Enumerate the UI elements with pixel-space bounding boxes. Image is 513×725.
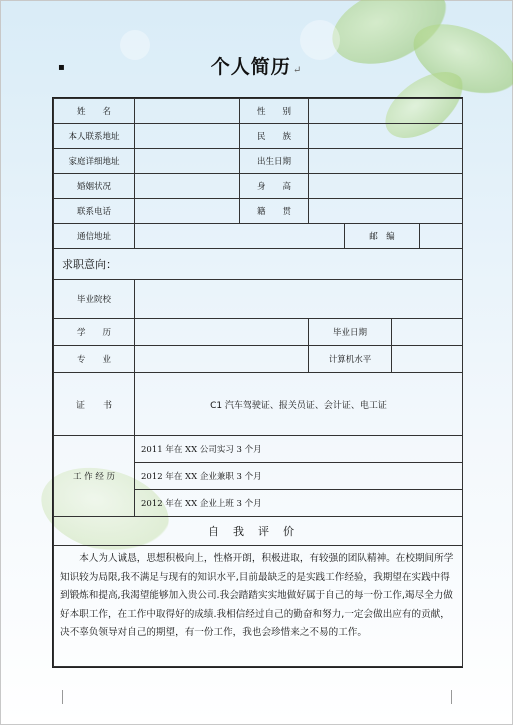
grad-date-label: 毕业日期 bbox=[309, 319, 392, 346]
name-value[interactable] bbox=[135, 99, 240, 124]
work-item[interactable]: 2011 年在 XX 公司实习 3 个月 bbox=[135, 436, 463, 463]
mail-address-value[interactable] bbox=[135, 224, 345, 249]
grad-date-value[interactable] bbox=[392, 319, 463, 346]
margin-marker bbox=[62, 690, 63, 704]
self-evaluation-body[interactable]: 本人为人诚恳，思想积极向上，性格开朗，积极进取，有较强的团队精神。在校期间所学知识较为局限,我不满足与现有的知识水平,目前最缺乏的是实践工作经验，我期望在实践中得到锻炼和提高,我渴望能够加入贵公司.我会踏踏实实地做好属于自己的每一份工作,竭尽全力做好本职工作，在工作中取得好的成绩.我相信经过自己的勤奋和努力,一定会做出应有的贡献，决不辜负领导对自己的期望，有一份工作，我也会珍惜来之不易的工作。 bbox=[54, 546, 463, 667]
ethnicity-value[interactable] bbox=[309, 124, 463, 149]
native-place-value[interactable] bbox=[309, 199, 463, 224]
mail-address-label: 通信地址 bbox=[54, 224, 135, 249]
height-value[interactable] bbox=[309, 174, 463, 199]
title-text: 个人简历 bbox=[210, 56, 291, 78]
ethnicity-label: 民 族 bbox=[240, 124, 309, 149]
work-item[interactable]: 2012 年在 XX 企业兼职 3 个月 bbox=[135, 463, 463, 490]
major-label: 专 业 bbox=[54, 346, 135, 373]
margin-marker bbox=[451, 690, 452, 704]
contact-address-label: 本人联系地址 bbox=[54, 124, 135, 149]
birth-date-label: 出生日期 bbox=[240, 149, 309, 174]
certificates-label: 证 书 bbox=[54, 373, 135, 436]
home-address-value[interactable] bbox=[135, 149, 240, 174]
computer-level-label: 计算机水平 bbox=[309, 346, 392, 373]
work-item[interactable]: 2012 年在 XX 企业上班 3 个月 bbox=[135, 490, 463, 517]
major-value[interactable] bbox=[135, 346, 309, 373]
self-evaluation-heading: 自我评价 bbox=[54, 517, 463, 546]
postcode-label: 邮 编 bbox=[345, 224, 420, 249]
resume-table bbox=[52, 97, 463, 668]
school-value[interactable] bbox=[135, 280, 463, 319]
degree-label: 学 历 bbox=[54, 319, 135, 346]
native-place-label: 籍 贯 bbox=[240, 199, 309, 224]
gender-label: 性 别 bbox=[240, 99, 309, 124]
name-label: 姓 名 bbox=[54, 99, 135, 124]
phone-value[interactable] bbox=[135, 199, 240, 224]
marital-status-value[interactable] bbox=[135, 174, 240, 199]
work-experience-label: 工 作 经 历 bbox=[54, 436, 135, 517]
phone-label: 联系电话 bbox=[54, 199, 135, 224]
birth-date-value[interactable] bbox=[309, 149, 463, 174]
contact-address-value[interactable] bbox=[135, 124, 240, 149]
height-label: 身 高 bbox=[240, 174, 309, 199]
degree-value[interactable] bbox=[135, 319, 309, 346]
page-title bbox=[0, 52, 513, 79]
marital-status-label: 婚姻状况 bbox=[54, 174, 135, 199]
computer-level-value[interactable] bbox=[392, 346, 463, 373]
certificates-value[interactable]: C1 汽车驾驶证、报关员证、会计证、电工证 bbox=[135, 373, 463, 436]
home-address-label: 家庭详细地址 bbox=[54, 149, 135, 174]
postcode-value[interactable] bbox=[420, 224, 463, 249]
job-intent-label: 求职意向： bbox=[54, 249, 463, 280]
school-label: 毕业院校 bbox=[54, 280, 135, 319]
gender-value[interactable] bbox=[309, 99, 463, 124]
bullet-dot: ▪ bbox=[58, 62, 65, 73]
paragraph-mark-icon: ↵ bbox=[292, 65, 303, 76]
